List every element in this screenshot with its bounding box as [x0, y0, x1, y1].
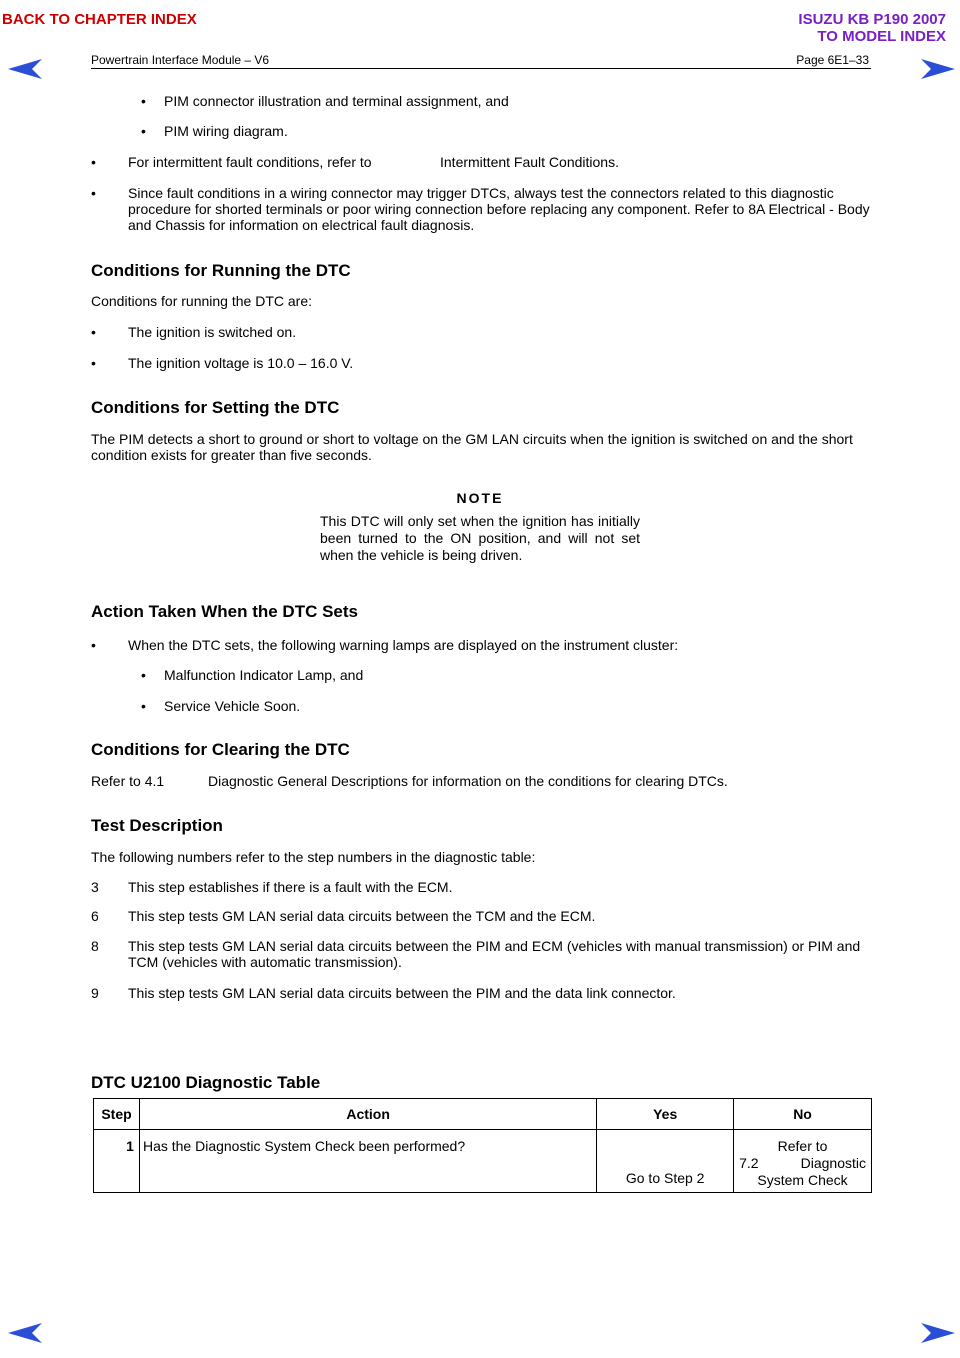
step-action: Has the Diagnostic System Check been performed?: [139, 1130, 596, 1193]
test-step-text: This step tests GM LAN serial data circuits between the TCM and the ECM.: [128, 908, 596, 924]
action-heading: Action Taken When the DTC Sets: [91, 602, 358, 621]
header-page-number: Page 6E1–33: [796, 53, 869, 67]
running-lead: Conditions for running the DTC are:: [91, 293, 312, 309]
intermittent-fault-reference-link[interactable]: Intermittent Fault Conditions.: [440, 154, 619, 170]
test-step-number: 9: [91, 985, 99, 1001]
test-step-number: 6: [91, 908, 99, 924]
header-rule: [91, 68, 871, 69]
previous-page-arrow-bottom-icon[interactable]: [8, 1323, 42, 1343]
next-page-arrow-icon[interactable]: [921, 59, 955, 79]
column-header-step: Step: [94, 1099, 140, 1130]
no-reference-line: [739, 1155, 866, 1172]
column-header-action: Action: [139, 1099, 596, 1130]
back-to-chapter-index-link[interactable]: BACK TO CHAPTER INDEX: [2, 11, 197, 28]
table-row: [94, 1130, 872, 1193]
test-lead: The following numbers refer to the step numbers in the diagnostic table:: [91, 849, 536, 865]
model-index-link[interactable]: [798, 11, 946, 45]
test-step-number: 8: [91, 938, 99, 954]
no-reference-word: Diagnostic: [800, 1155, 866, 1171]
clearing-heading: Conditions for Clearing the DTC: [91, 740, 350, 759]
setting-body: The PIM detects a short to ground or short to voltage on the GM LAN circuits when the ignition is switched on and the short condition exists for greater than five seconds.: [91, 431, 853, 463]
column-header-yes: Yes: [597, 1099, 734, 1130]
note-title: NOTE: [456, 490, 504, 506]
previous-page-arrow-icon[interactable]: [8, 59, 42, 79]
next-page-arrow-bottom-icon[interactable]: [921, 1323, 955, 1343]
yes-go-to-step-link[interactable]: Go to Step 2: [597, 1130, 734, 1193]
test-step-number: 3: [91, 879, 99, 895]
no-refer-label: Refer to: [777, 1138, 828, 1154]
header-title: Powertrain Interface Module – V6: [91, 53, 270, 67]
to-model-index-label: TO MODEL INDEX: [817, 28, 946, 45]
column-header-no: No: [734, 1099, 872, 1130]
test-heading: Test Description: [91, 816, 223, 835]
clearing-text: Diagnostic General Descriptions for information on the conditions for clearing DTCs.: [208, 773, 728, 789]
model-title: ISUZU KB P190 2007: [798, 11, 946, 28]
diagnostic-table: [93, 1098, 872, 1193]
no-reference-link[interactable]: [734, 1130, 872, 1193]
no-reference-number: 7.2: [739, 1155, 759, 1171]
test-step-text: This step tests GM LAN serial data circuits between the PIM and the data link connector.: [128, 985, 676, 1001]
test-step-text: This step establishes if there is a fault with the ECM.: [128, 879, 453, 895]
note-body: This DTC will only set when the ignition has initially been turned to the ON position, and will not set when the vehicle is being driven.: [320, 513, 640, 563]
test-step-text: This step tests GM LAN serial data circuits between the PIM and ECM (vehicles with manual transmission) or PIM and TCM (vehicles with automatic transmission).: [128, 938, 861, 970]
setting-heading: Conditions for Setting the DTC: [91, 398, 340, 417]
step-number: 1: [94, 1130, 140, 1193]
running-heading: Conditions for Running the DTC: [91, 261, 351, 280]
table-header-row: [94, 1099, 872, 1130]
table-title: DTC U2100 Diagnostic Table: [91, 1073, 321, 1092]
no-reference-title: System Check: [757, 1172, 848, 1188]
clearing-reference-link[interactable]: Refer to 4.1: [91, 773, 165, 789]
